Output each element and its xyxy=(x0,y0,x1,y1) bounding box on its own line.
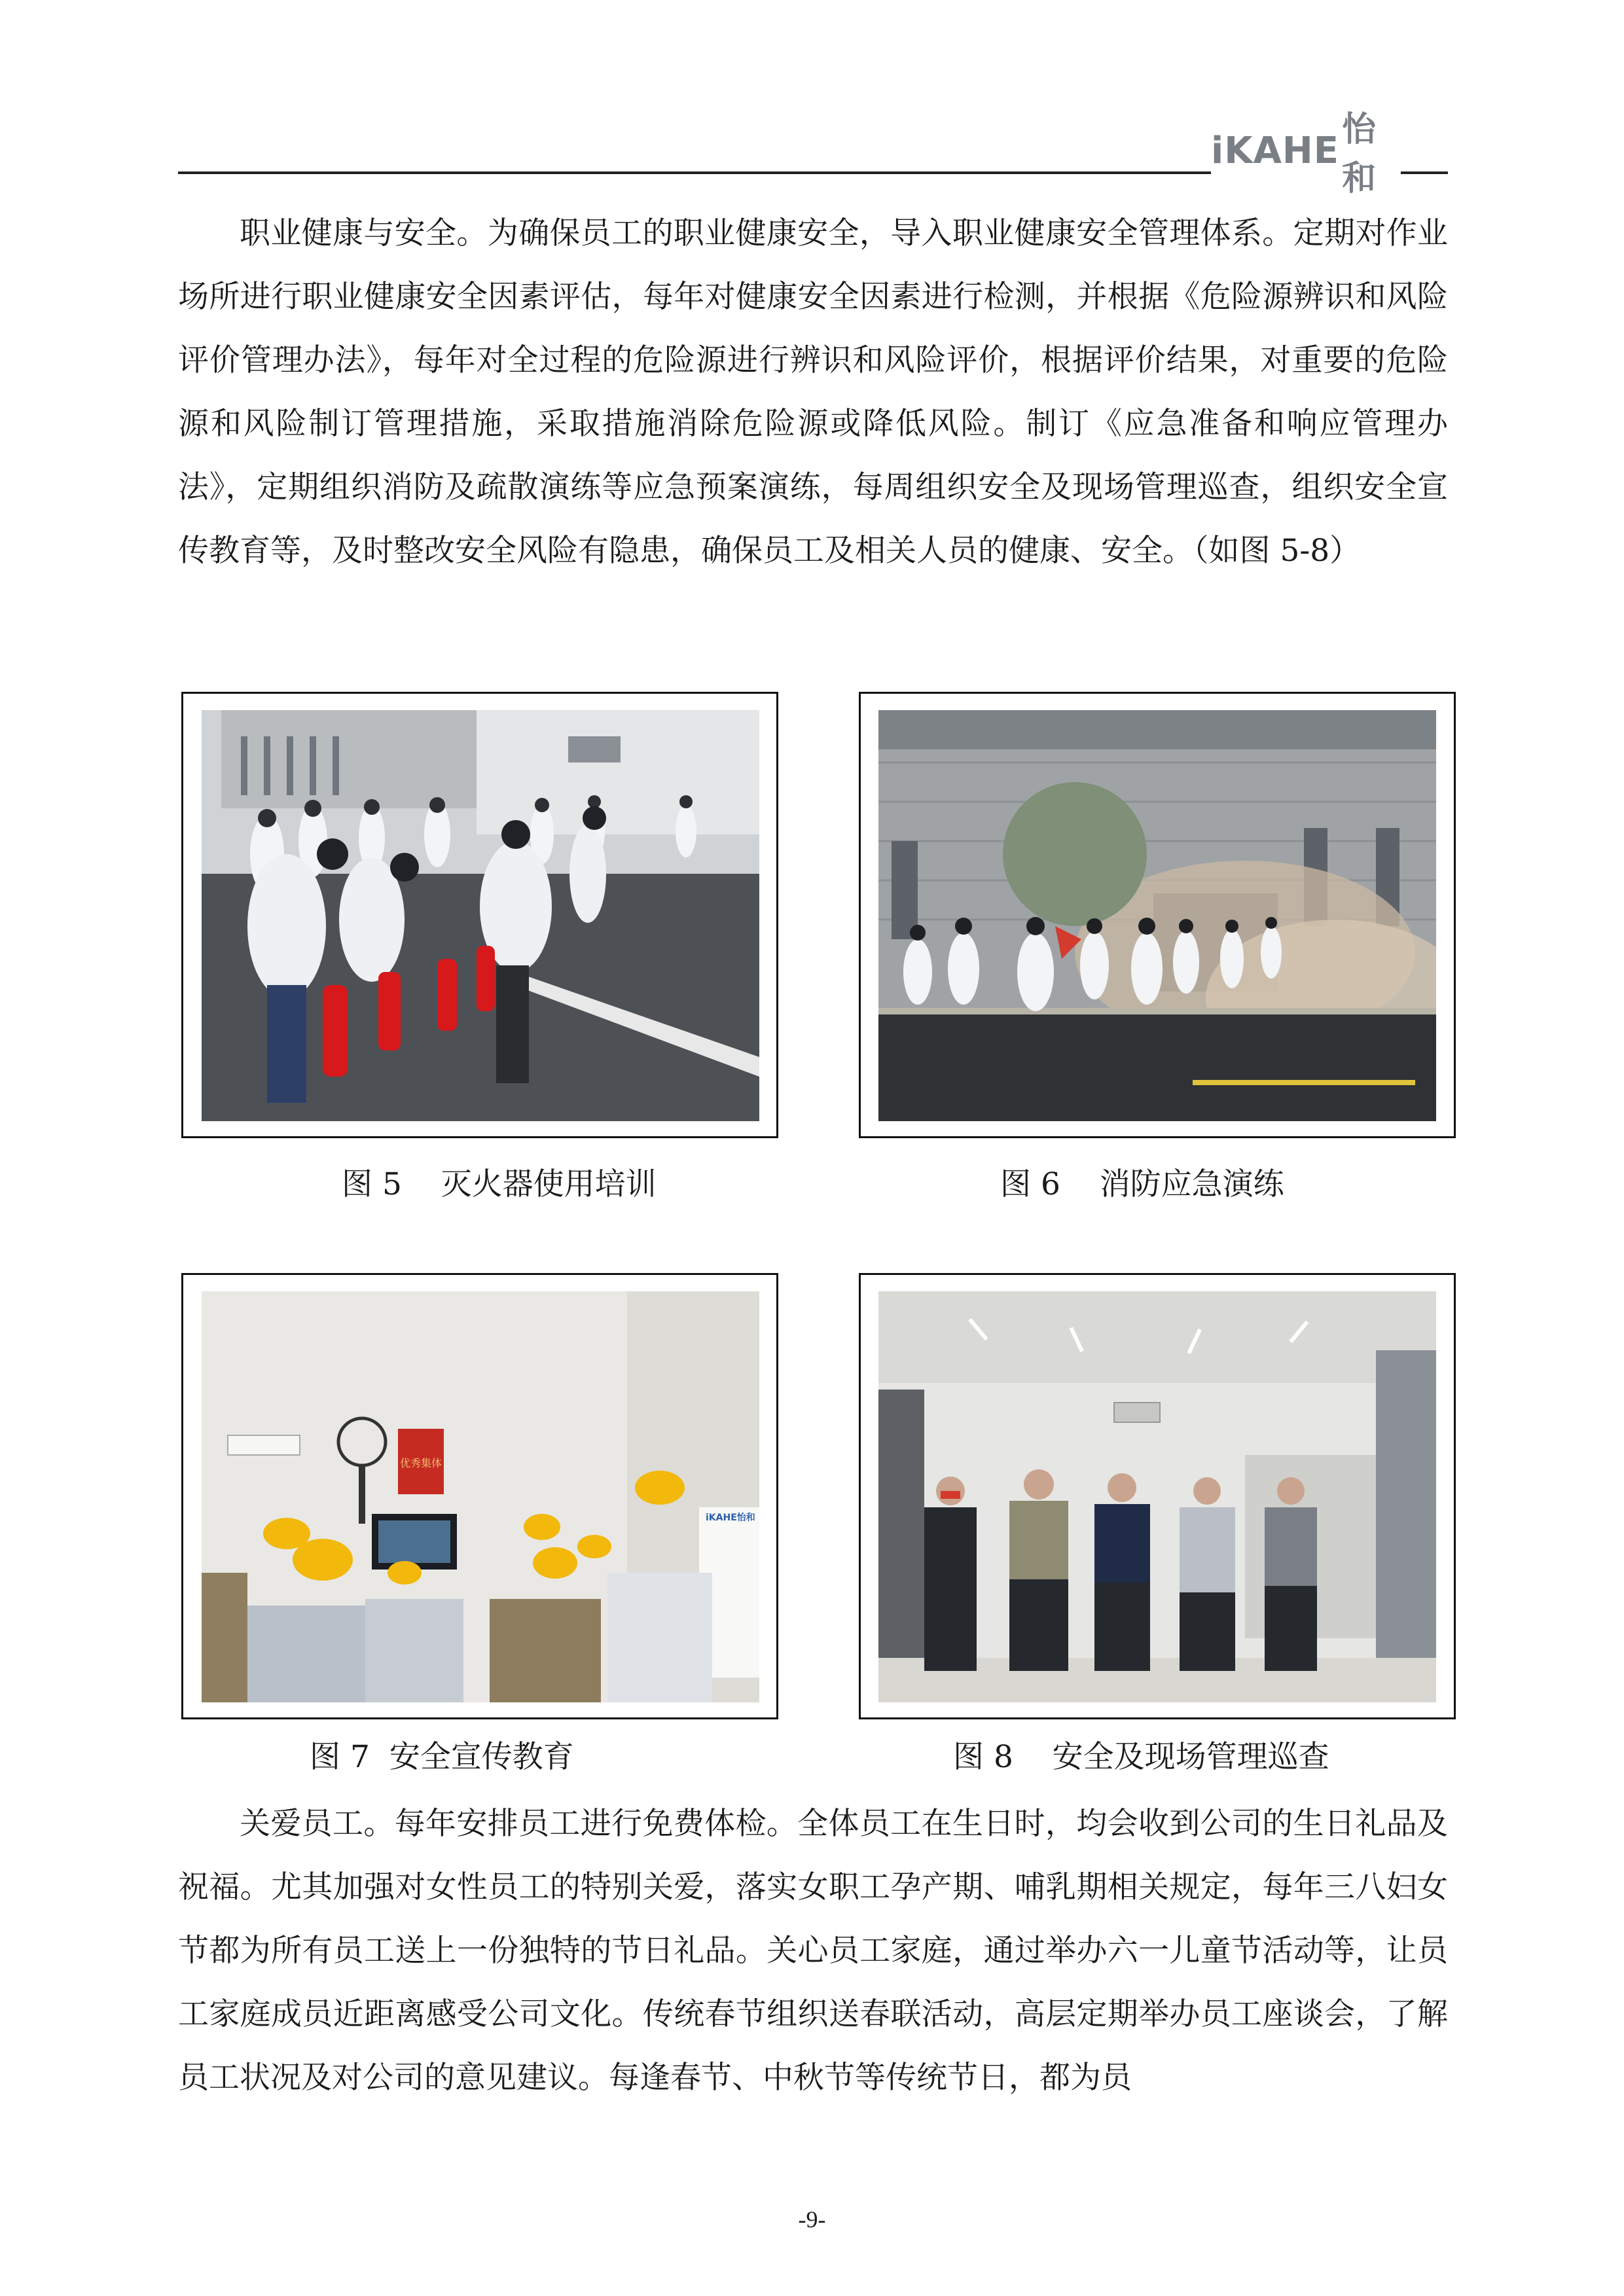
figure-8-caption: 图 8 安全及现场管理巡查 xyxy=(953,1739,1329,1775)
page-number: -9- xyxy=(798,2206,826,2233)
paragraph-occupational-safety: 职业健康与安全。为确保员工的职业健康安全，导入职业健康安全管理体系。定期对作业场所进行职业健康安全因素评估，每年对健康安全因素进行检测，并根据《危险源辨识和风险评价管理办法》，每年对全过程的危险源进行辨识和风险评价，根据评价结果，对重要的危险源和风险制订管理措施，采取措施消除危险源或降低风险。制订《应急准备和响应管理办法》，定期组织消防及疏散演练等应急预案演练，每周组织安全及现场管理巡查，组织安全宣传教育等，及时整改安全风险有隐患，确保员工及相关人员的健康、安全。（如图 5-8） xyxy=(178,215,1448,569)
company-logo xyxy=(1211,110,1401,198)
logo-text-latin: iKAHE xyxy=(1211,129,1340,172)
board-logo-text: iKAHE怡和 xyxy=(706,1513,755,1523)
figure-6-photo-fire-evacuation-drill xyxy=(878,710,1436,1121)
figure-7-photo-safety-education xyxy=(202,1291,759,1702)
figure-5-caption: 图 5 灭火器使用培训 xyxy=(342,1166,657,1202)
logo-text-cjk: 怡和 xyxy=(1342,110,1377,198)
figure-6-caption: 图 6 消防应急演练 xyxy=(1000,1166,1284,1202)
banner-text: 优秀集体 xyxy=(399,1457,442,1469)
paragraph-employee-care: 关爱员工。每年安排员工进行免费体检。全体员工在生日时，均会收到公司的生日礼品及祝福。尤其加强对女性员工的特别关爱，落实女职工孕产期、哺乳期相关规定，每年三八妇女节都为所有员工送上一份独特的节日礼品。关心员工家庭，通过举办六一儿童节活动等，让员工家庭成员近距离感受公司文化。传统春节组织送春联活动，高层定期举办员工座谈会，了解员工状况及对公司的意见建议。每逢春节、中秋节等传统节日，都为员 xyxy=(178,1806,1448,2096)
header-rule xyxy=(178,171,1211,174)
header-rule-tail xyxy=(1401,171,1448,174)
figure-8-photo-site-inspection xyxy=(878,1291,1436,1702)
figure-7-caption: 图 7 安全宣传教育 xyxy=(310,1739,574,1775)
figure-5-photo-fire-extinguisher-training xyxy=(202,710,759,1121)
